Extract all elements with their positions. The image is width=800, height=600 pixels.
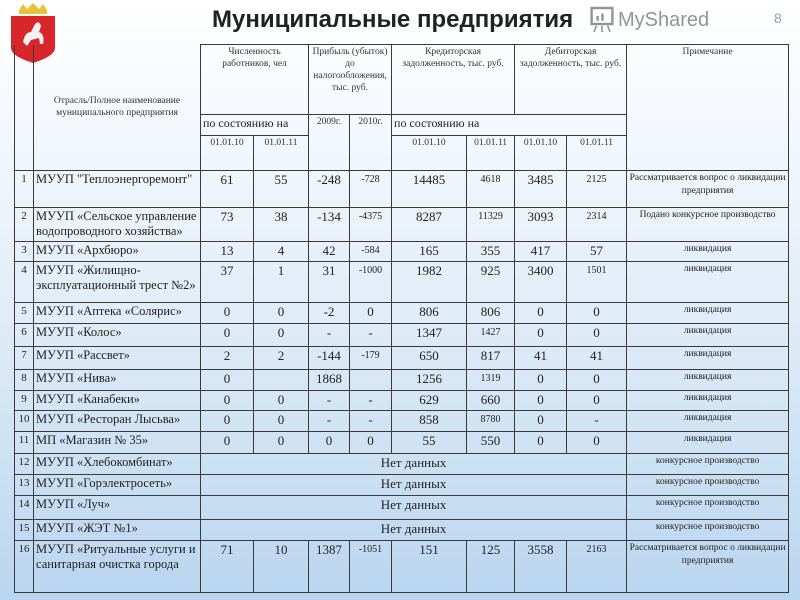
value-cell: - — [350, 324, 392, 347]
value-cell: 41 — [515, 347, 567, 370]
enterprise-name: МУУП «Колос» — [34, 324, 201, 347]
row-number: 1 — [15, 171, 34, 208]
value-cell: 1319 — [467, 370, 515, 391]
value-cell: 8780 — [467, 411, 515, 432]
value-cell: 0 — [567, 324, 627, 347]
enterprise-name: МУУП «Луч» — [34, 496, 201, 520]
table-row — [15, 432, 789, 454]
header-workers: Численность работников, чел — [201, 45, 309, 115]
value-cell: 61 — [201, 171, 254, 208]
value-cell: 2 — [254, 347, 309, 370]
value-cell: 0 — [515, 411, 567, 432]
value-cell: 0 — [309, 432, 350, 454]
value-cell: 3400 — [515, 262, 567, 303]
row-number: 5 — [15, 303, 34, 324]
value-cell: 858 — [392, 411, 467, 432]
note-cell: конкурсное производство — [627, 520, 789, 541]
header-as-of-debts: по состоянию на — [392, 115, 627, 136]
row-number: 4 — [15, 262, 34, 303]
value-cell: - — [309, 411, 350, 432]
table-row — [15, 454, 789, 475]
value-cell: 41 — [567, 347, 627, 370]
value-cell: 0 — [515, 303, 567, 324]
enterprises-table — [14, 44, 789, 593]
header-date: 01.01.11 — [567, 136, 627, 171]
enterprise-name: МУУП «Хлебокомбинат» — [34, 454, 201, 475]
value-cell: -1051 — [350, 541, 392, 593]
value-cell: 55 — [392, 432, 467, 454]
table-row — [15, 171, 789, 208]
no-data-cell: Нет данных — [201, 520, 627, 541]
value-cell: 31 — [309, 262, 350, 303]
enterprise-name: МУУП «Ритуальные услуги и санитарная очистка города — [34, 541, 201, 593]
value-cell: 165 — [392, 242, 467, 262]
enterprise-name: МУУП «Канабеки» — [34, 391, 201, 411]
value-cell: 0 — [254, 303, 309, 324]
note-cell: Рассматривается вопрос о ликвидации предприятия — [627, 171, 789, 208]
value-cell: 0 — [515, 432, 567, 454]
value-cell: 629 — [392, 391, 467, 411]
header-2009: 2009г. — [309, 115, 350, 171]
value-cell: 925 — [467, 262, 515, 303]
enterprise-name: МУУП "Теплоэнергоремонт" — [34, 171, 201, 208]
header-name: Отрасль/Полное наименование муниципального предприятия — [34, 45, 201, 171]
value-cell: 0 — [567, 432, 627, 454]
value-cell: 550 — [467, 432, 515, 454]
value-cell: 1 — [254, 262, 309, 303]
enterprise-name: МУУП «Сельское управление водопроводного хозяйства» — [34, 208, 201, 242]
value-cell: 650 — [392, 347, 467, 370]
no-data-cell: Нет данных — [201, 475, 627, 496]
watermark-text: MyShared — [618, 8, 710, 31]
note-cell: ликвидация — [627, 262, 789, 303]
enterprise-name: МУУП «Горэлектросеть» — [34, 475, 201, 496]
value-cell: 0 — [201, 391, 254, 411]
table-row — [15, 391, 789, 411]
presentation-icon — [590, 6, 614, 34]
header-as-of-workers: по состоянию на — [201, 115, 309, 136]
value-cell: 3485 — [515, 171, 567, 208]
value-cell: 1256 — [392, 370, 467, 391]
enterprise-name: МУУП «Ресторан Лысьва» — [34, 411, 201, 432]
table-row — [15, 303, 789, 324]
value-cell: 0 — [201, 303, 254, 324]
value-cell: 8287 — [392, 208, 467, 242]
table-row — [15, 242, 789, 262]
enterprise-name: МУУП «Нива» — [34, 370, 201, 391]
value-cell: -2 — [309, 303, 350, 324]
value-cell: 0 — [567, 391, 627, 411]
value-cell: 0 — [515, 370, 567, 391]
table-row — [15, 411, 789, 432]
value-cell: 57 — [567, 242, 627, 262]
value-cell: 1982 — [392, 262, 467, 303]
note-cell: ликвидация — [627, 411, 789, 432]
value-cell: 37 — [201, 262, 254, 303]
row-number: 9 — [15, 391, 34, 411]
note-cell: Рассматривается вопрос о ликвидации предприятия — [627, 541, 789, 593]
value-cell: 2314 — [567, 208, 627, 242]
header-2010: 2010г. — [350, 115, 392, 171]
note-cell: ликвидация — [627, 347, 789, 370]
header-date: 01.01.10 — [392, 136, 467, 171]
no-data-cell: Нет данных — [201, 496, 627, 520]
value-cell: 0 — [567, 370, 627, 391]
row-number: 10 — [15, 411, 34, 432]
value-cell: -179 — [350, 347, 392, 370]
header-profit: Прибыль (убыток) до налогообложения, тыс. руб. — [309, 45, 392, 115]
value-cell: 0 — [201, 411, 254, 432]
no-data-cell: Нет данных — [201, 454, 627, 475]
header-row-1 — [15, 45, 789, 115]
header-number-cell — [15, 45, 34, 171]
value-cell: 355 — [467, 242, 515, 262]
value-cell: 0 — [515, 324, 567, 347]
header-note: Примечание — [627, 45, 789, 171]
value-cell: 0 — [201, 324, 254, 347]
value-cell: 11329 — [467, 208, 515, 242]
value-cell: 14485 — [392, 171, 467, 208]
header-credit: Кредиторская задолженность, тыс. руб. — [392, 45, 515, 115]
row-number: 14 — [15, 496, 34, 520]
header-date: 01.01.11 — [467, 136, 515, 171]
value-cell: 417 — [515, 242, 567, 262]
enterprise-name: МУУП «Аптека «Солярис» — [34, 303, 201, 324]
note-cell: конкурсное производство — [627, 496, 789, 520]
note-cell: конкурсное производство — [627, 475, 789, 496]
header-date: 01.01.10 — [515, 136, 567, 171]
note-cell: ликвидация — [627, 370, 789, 391]
value-cell: 71 — [201, 541, 254, 593]
value-cell: -1000 — [350, 262, 392, 303]
value-cell: 1347 — [392, 324, 467, 347]
value-cell: 3558 — [515, 541, 567, 593]
value-cell: 0 — [254, 432, 309, 454]
enterprise-name: МУУП «Архбюро» — [34, 242, 201, 262]
note-cell: ликвидация — [627, 324, 789, 347]
value-cell: - — [309, 391, 350, 411]
table-row — [15, 208, 789, 242]
note-cell: ликвидация — [627, 391, 789, 411]
value-cell: 817 — [467, 347, 515, 370]
value-cell: - — [350, 411, 392, 432]
row-number: 12 — [15, 454, 34, 475]
note-cell: ликвидация — [627, 432, 789, 454]
table-row — [15, 324, 789, 347]
row-number: 3 — [15, 242, 34, 262]
value-cell: 1387 — [309, 541, 350, 593]
value-cell: 3093 — [515, 208, 567, 242]
row-number: 7 — [15, 347, 34, 370]
value-cell: 2125 — [567, 171, 627, 208]
value-cell: -144 — [309, 347, 350, 370]
value-cell: 1868 — [309, 370, 350, 391]
value-cell: 73 — [201, 208, 254, 242]
value-cell: 0 — [350, 432, 392, 454]
header-date: 01.01.10 — [201, 136, 254, 171]
value-cell: 42 — [309, 242, 350, 262]
row-number: 6 — [15, 324, 34, 347]
value-cell: 0 — [254, 391, 309, 411]
value-cell: 806 — [467, 303, 515, 324]
table-row — [15, 520, 789, 541]
table-row — [15, 475, 789, 496]
row-number: 15 — [15, 520, 34, 541]
value-cell: 13 — [201, 242, 254, 262]
page-title: Муниципальные предприятия — [212, 6, 574, 33]
value-cell: 125 — [467, 541, 515, 593]
value-cell: 151 — [392, 541, 467, 593]
value-cell: -728 — [350, 171, 392, 208]
table-row — [15, 347, 789, 370]
enterprise-name: МП «Магазин № 35» — [34, 432, 201, 454]
row-number: 2 — [15, 208, 34, 242]
note-cell: ликвидация — [627, 242, 789, 262]
header-date: 01.01.11 — [254, 136, 309, 171]
row-number: 11 — [15, 432, 34, 454]
value-cell: 2 — [201, 347, 254, 370]
row-number: 16 — [15, 541, 34, 593]
value-cell: 0 — [254, 411, 309, 432]
note-cell: ликвидация — [627, 303, 789, 324]
value-cell: 660 — [467, 391, 515, 411]
value-cell: 1427 — [467, 324, 515, 347]
header-debit: Дебиторская задолженность, тыс. руб. — [515, 45, 627, 115]
value-cell: 10 — [254, 541, 309, 593]
value-cell: -248 — [309, 171, 350, 208]
value-cell: 38 — [254, 208, 309, 242]
value-cell: -4375 — [350, 208, 392, 242]
value-cell: 4 — [254, 242, 309, 262]
value-cell: 806 — [392, 303, 467, 324]
value-cell: 0 — [254, 324, 309, 347]
watermark — [590, 6, 709, 34]
value-cell: 0 — [515, 391, 567, 411]
value-cell — [254, 370, 309, 391]
table-row — [15, 496, 789, 520]
value-cell: 0 — [201, 432, 254, 454]
value-cell: 55 — [254, 171, 309, 208]
note-cell: конкурсное производство — [627, 454, 789, 475]
value-cell: 0 — [350, 303, 392, 324]
table-row — [15, 541, 789, 593]
enterprise-name: МУУП «Жилищно-эксплуатационный трест №2» — [34, 262, 201, 303]
table-row — [15, 370, 789, 391]
page-number: 8 — [774, 10, 782, 26]
value-cell: 0 — [567, 303, 627, 324]
value-cell: 0 — [201, 370, 254, 391]
value-cell: - — [567, 411, 627, 432]
value-cell: 1501 — [567, 262, 627, 303]
row-number: 8 — [15, 370, 34, 391]
value-cell: - — [309, 324, 350, 347]
row-number: 13 — [15, 475, 34, 496]
enterprise-name: МУУП «Рассвет» — [34, 347, 201, 370]
note-cell: Подано конкурсное производство — [627, 208, 789, 242]
table-row — [15, 262, 789, 303]
value-cell: 4618 — [467, 171, 515, 208]
value-cell: -584 — [350, 242, 392, 262]
value-cell — [350, 370, 392, 391]
enterprise-name: МУУП «ЖЭТ №1» — [34, 520, 201, 541]
value-cell: - — [350, 391, 392, 411]
value-cell: -134 — [309, 208, 350, 242]
value-cell: 2163 — [567, 541, 627, 593]
